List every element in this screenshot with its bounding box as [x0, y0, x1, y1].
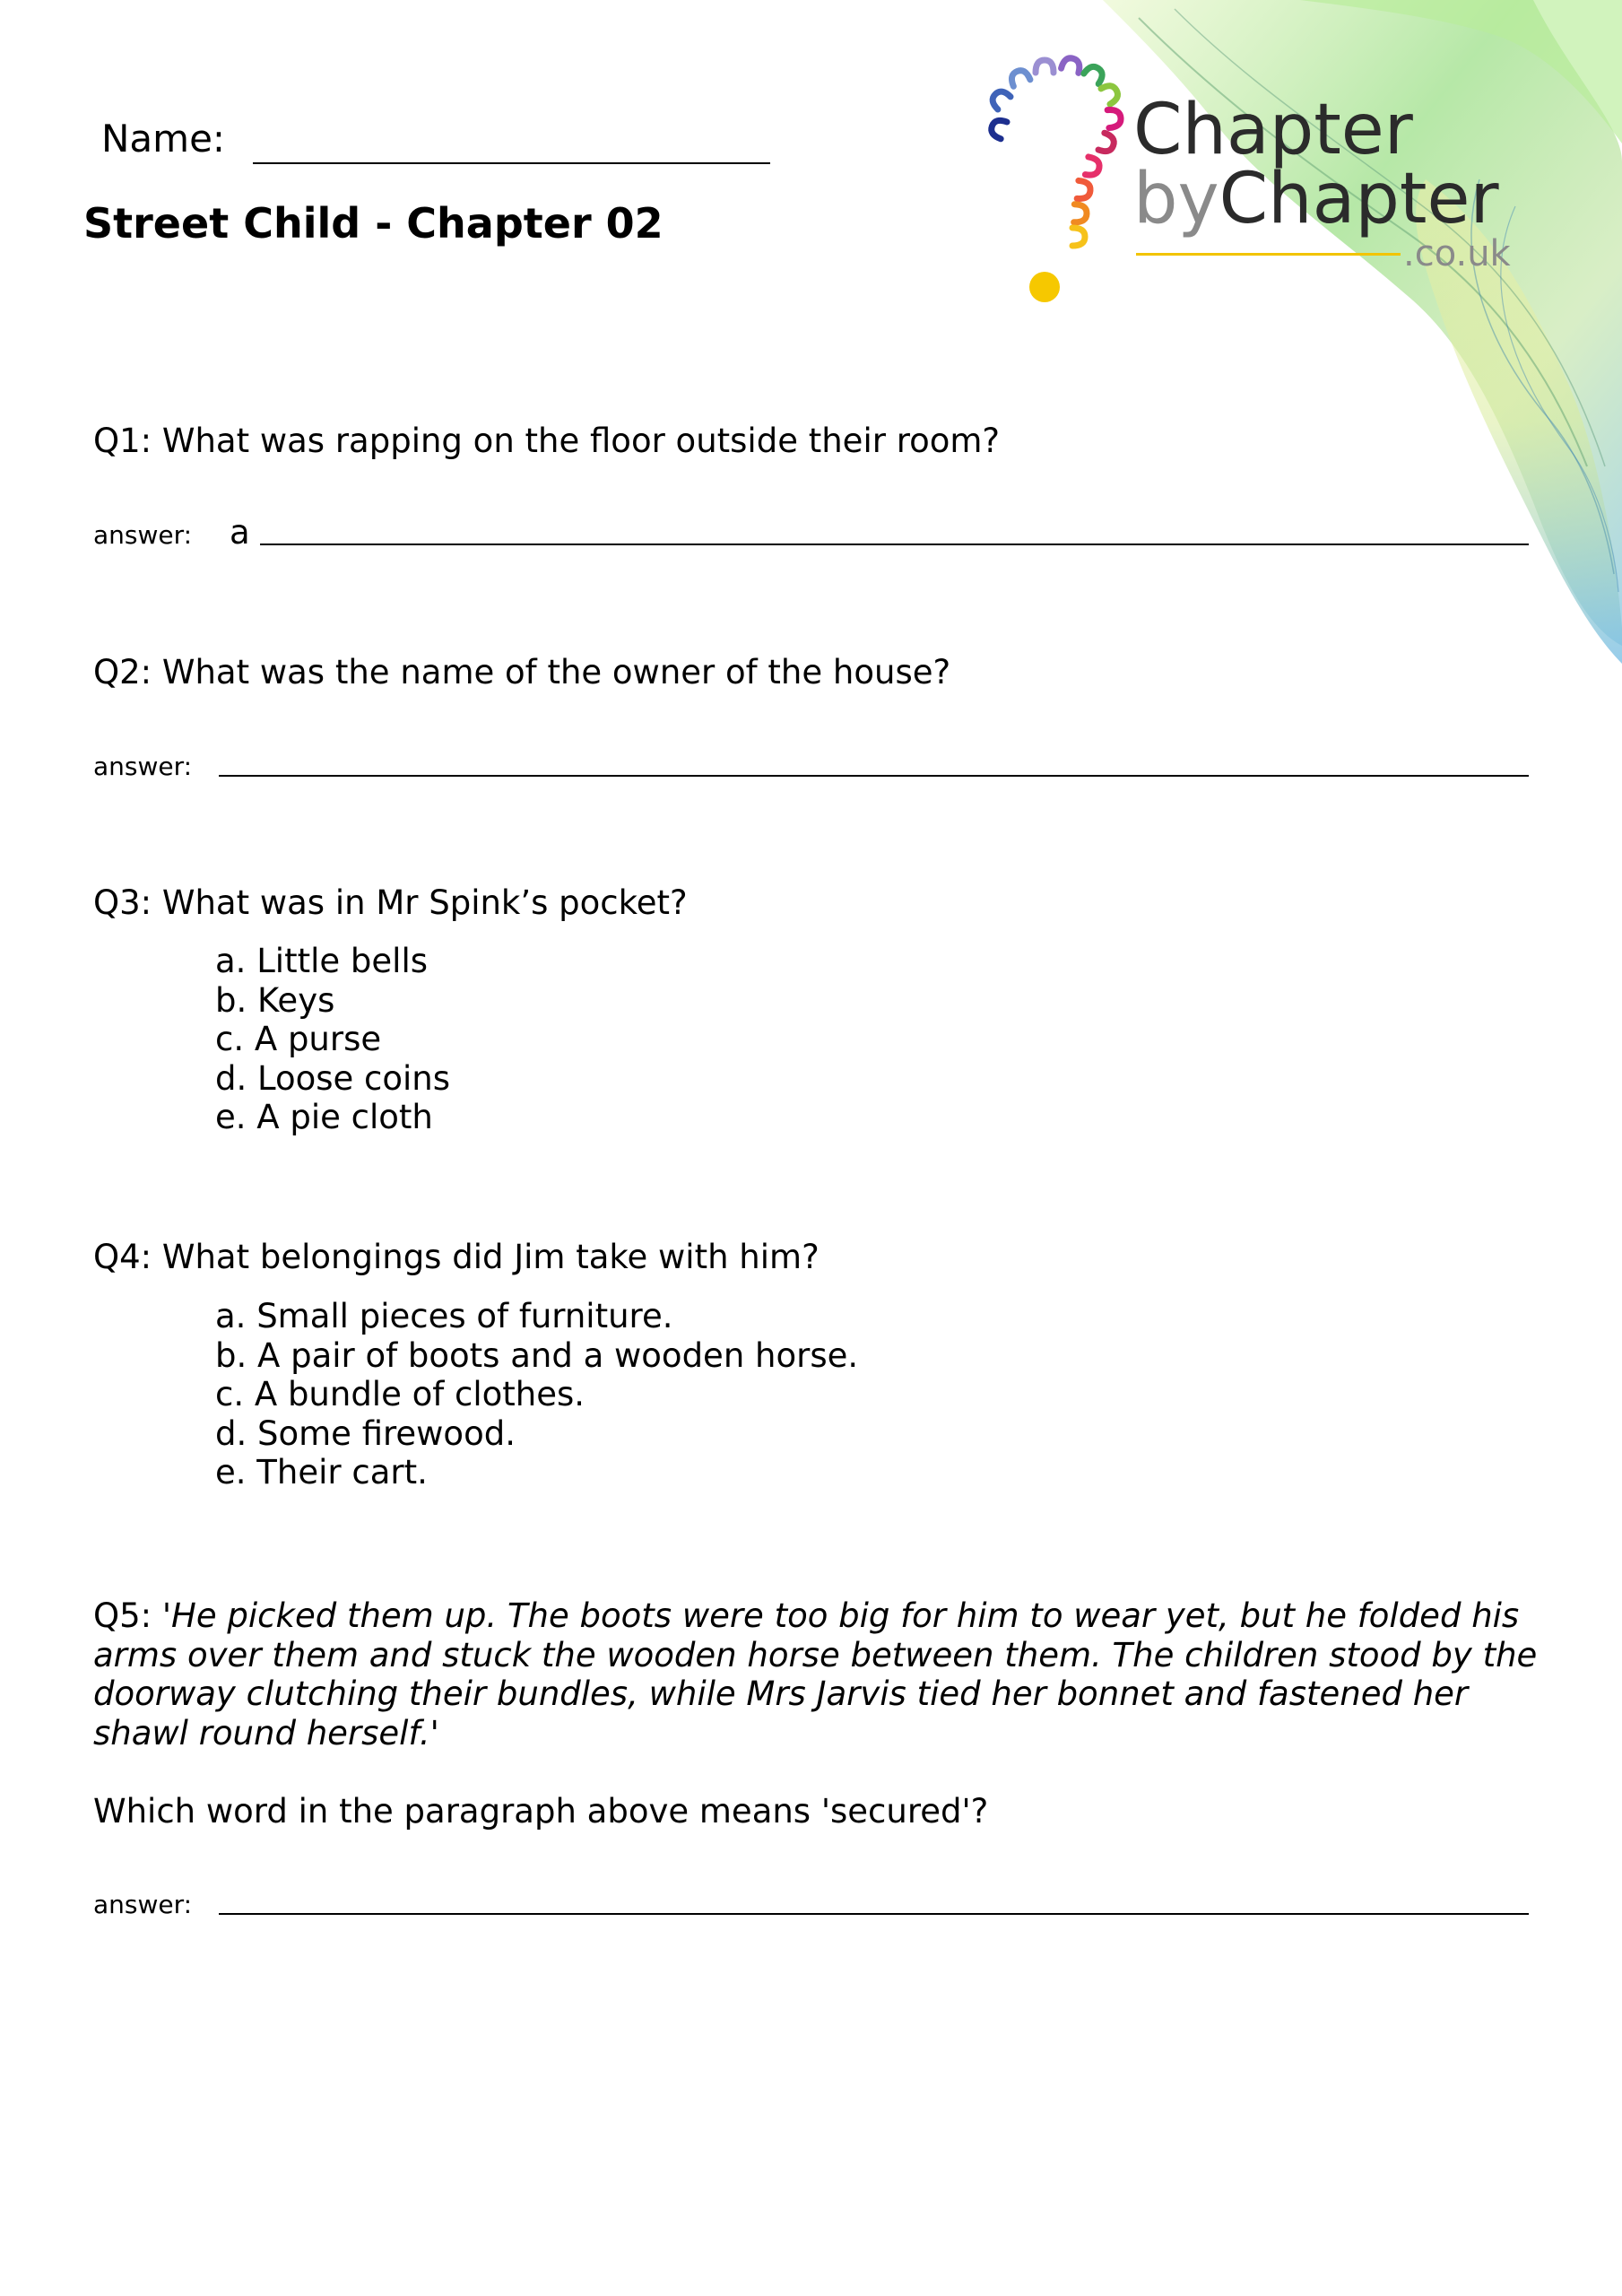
question-4: Q4: What belongings did Jim take with him? — [93, 1238, 820, 1276]
q3-option-c[interactable]: c. A purse — [215, 1020, 382, 1058]
q1-answer-value[interactable]: a — [230, 513, 250, 552]
q4-option-c[interactable]: c. A bundle of clothes. — [215, 1375, 585, 1413]
q3-option-e[interactable]: e. A pie cloth — [215, 1098, 433, 1136]
logo-text-chapter: Chapter — [1133, 90, 1413, 170]
question-5-passage — [93, 1596, 1564, 1752]
q4-options — [215, 1297, 858, 1492]
q2-answer-line[interactable] — [219, 775, 1529, 777]
q4-option-d[interactable]: d. Some firewood. — [215, 1413, 516, 1453]
q1-answer-label: answer: — [93, 520, 193, 550]
q3-option-b[interactable]: b. Keys — [215, 980, 335, 1020]
q2-answer-label: answer: — [93, 752, 193, 781]
logo-text-bychapter — [1133, 159, 1499, 239]
question-1: Q1: What was rapping on the floor outside their room? — [93, 422, 1001, 460]
worksheet-title: Street Child - Chapter 02 — [83, 199, 664, 248]
q5-answer-label: answer: — [93, 1890, 193, 1919]
q1-answer-line[interactable] — [260, 544, 1529, 545]
q5-quote: 'He picked them up. The boots were too big for him to wear yet, but he folded his arms over them and stuck the wooden horse between them. The children stood by the doorway clutching their bundles, while Mrs Jarvis tied her bonnet and fastened her shawl round herself.' — [93, 1596, 1538, 1752]
q3-option-d[interactable]: d. Loose coins — [215, 1058, 451, 1098]
logo-rule — [1136, 253, 1401, 256]
q4-option-e[interactable]: e. Their cart. — [215, 1453, 428, 1492]
logo-text-by: by — [1133, 159, 1219, 239]
q4-option-b[interactable]: b. A pair of boots and a wooden horse. — [215, 1335, 859, 1375]
q4-option-a[interactable]: a. Small pieces of furniture. — [215, 1297, 673, 1335]
question-2: Q2: What was the name of the owner of the house? — [93, 653, 951, 691]
logo-text-chapter-2: Chapter — [1219, 159, 1499, 239]
q3-option-a[interactable]: a. Little bells — [215, 942, 428, 980]
chapter-by-chapter-logo — [964, 49, 1556, 318]
question-3: Q3: What was in Mr Spink’s pocket? — [93, 883, 688, 922]
q3-options — [215, 942, 450, 1137]
q5-answer-line[interactable] — [219, 1913, 1529, 1915]
question-5: Which word in the paragraph above means 'secured'? — [93, 1792, 989, 1831]
name-field-line[interactable] — [253, 162, 770, 164]
name-label: Name: — [101, 117, 226, 161]
logo-domain: .co.uk — [1403, 233, 1511, 274]
q5-prefix: Q5: — [93, 1596, 162, 1635]
